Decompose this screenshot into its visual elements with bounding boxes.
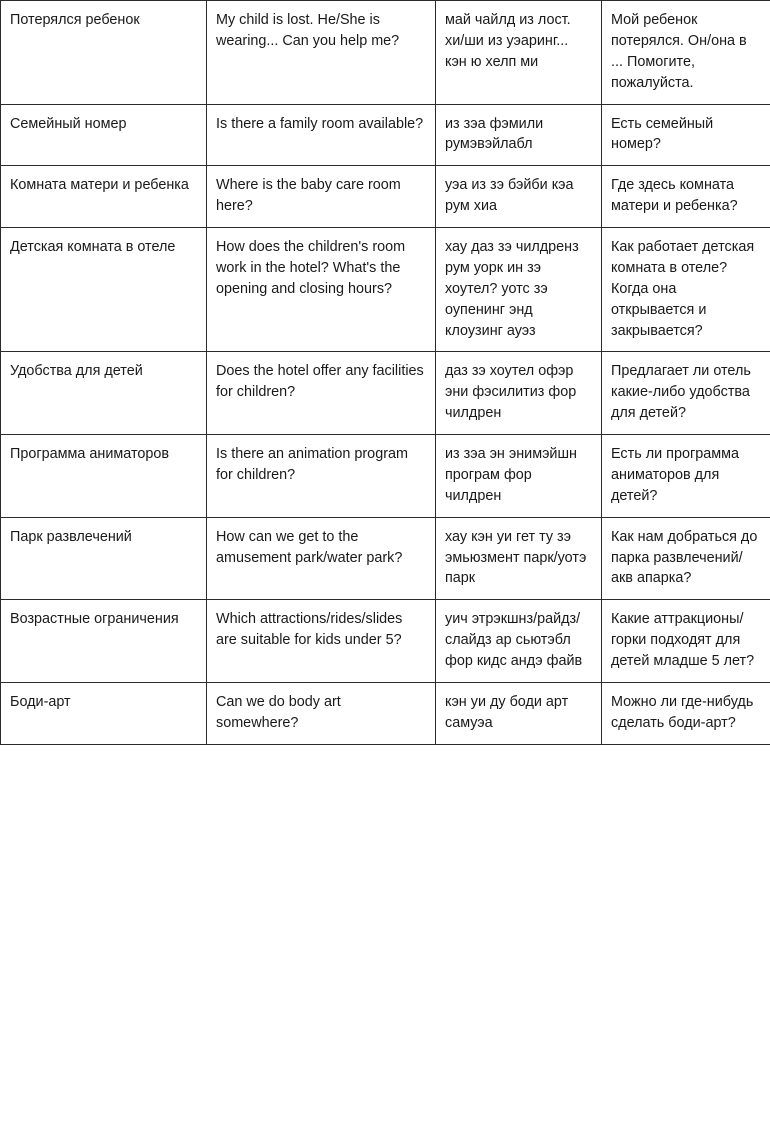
cell-translation: Мой ребенок потерялся. Он/она в ... Помогите, пожалуйста. [602, 1, 770, 105]
cell-transcription: из зэа эн энимэйшн програм фор чилдрен [436, 435, 602, 518]
table-body [1, 1, 770, 745]
cell-phrase-en: Can we do body art somewhere? [207, 682, 436, 744]
table-row [1, 166, 770, 228]
cell-topic: Возрастные ограничения [1, 600, 207, 683]
cell-transcription: даз зэ хоутел офэр эни фэсилитиз фор чилдрен [436, 352, 602, 435]
cell-topic: Комната матери и ребенка [1, 166, 207, 228]
cell-phrase-en: Is there a family room available? [207, 104, 436, 166]
cell-topic: Детская комната в отеле [1, 228, 207, 352]
table-row [1, 517, 770, 600]
cell-translation: Где здесь комната матери и ребенка? [602, 166, 770, 228]
table-row [1, 104, 770, 166]
table-row [1, 682, 770, 744]
cell-transcription: хау кэн уи гет ту зэ эмьюзмент парк/уотэ парк [436, 517, 602, 600]
cell-transcription: из зэа фэмили румэвэйлабл [436, 104, 602, 166]
cell-topic: Удобства для детей [1, 352, 207, 435]
cell-transcription: хау даз зэ чилдренз рум уорк ин зэ хоутел? уотс зэ оупенинг энд клоузинг ауэз [436, 228, 602, 352]
cell-transcription: уич этрэкшнз/райдз/слайдз ар сьютэбл фор кидс андэ файв [436, 600, 602, 683]
cell-phrase-en: Where is the baby care room here? [207, 166, 436, 228]
cell-translation: Есть семейный номер? [602, 104, 770, 166]
cell-transcription: май чайлд из лост. хи/ши из уэаринг... кэн ю хелп ми [436, 1, 602, 105]
table-row [1, 435, 770, 518]
table-row [1, 228, 770, 352]
cell-phrase-en: How can we get to the amusement park/water park? [207, 517, 436, 600]
cell-topic: Боди-арт [1, 682, 207, 744]
cell-phrase-en: How does the children's room work in the hotel? What's the opening and closing hours? [207, 228, 436, 352]
cell-translation: Как работает детская комната в отеле? Когда она открывается и закрывается? [602, 228, 770, 352]
cell-topic: Семейный номер [1, 104, 207, 166]
table-row [1, 1, 770, 105]
cell-topic: Парк развлечений [1, 517, 207, 600]
cell-translation: Какие аттракционы/горки подходят для детей младше 5 лет? [602, 600, 770, 683]
cell-translation: Как нам добраться до парка развлечений/акв апарка? [602, 517, 770, 600]
cell-translation: Можно ли где-нибудь сделать боди-арт? [602, 682, 770, 744]
cell-phrase-en: Is there an animation program for children? [207, 435, 436, 518]
cell-transcription: кэн уи ду боди арт самуэа [436, 682, 602, 744]
cell-topic: Программа аниматоров [1, 435, 207, 518]
cell-translation: Предлагает ли отель какие-либо удобства для детей? [602, 352, 770, 435]
cell-phrase-en: Which attractions/rides/slides are suitable for kids under 5? [207, 600, 436, 683]
table-row [1, 352, 770, 435]
cell-topic: Потерялся ребенок [1, 1, 207, 105]
cell-phrase-en: Does the hotel offer any facilities for children? [207, 352, 436, 435]
cell-transcription: уэа из зэ бэйби кэа рум хиа [436, 166, 602, 228]
cell-phrase-en: My child is lost. He/She is wearing... Can you help me? [207, 1, 436, 105]
cell-translation: Есть ли программа аниматоров для детей? [602, 435, 770, 518]
table-row [1, 600, 770, 683]
